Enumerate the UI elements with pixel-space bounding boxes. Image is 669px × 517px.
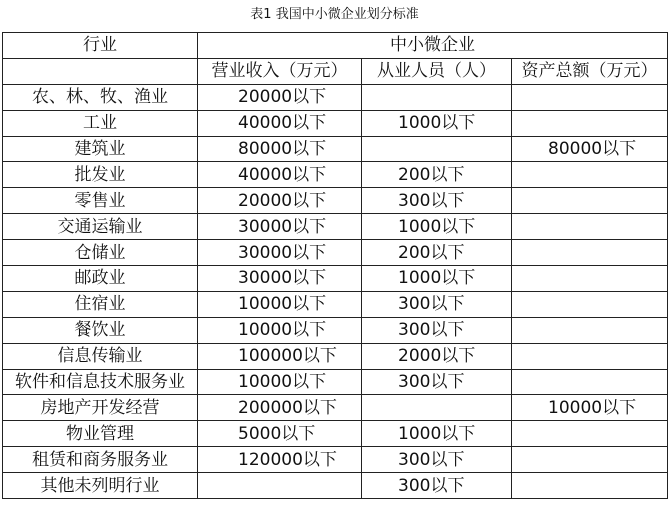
- cell-revenue: 40000以下: [198, 162, 362, 188]
- cell-industry: 仓储业: [3, 240, 198, 266]
- cell-industry: 交通运输业: [3, 214, 198, 240]
- table-row: [3, 395, 668, 421]
- table-row: [3, 110, 668, 136]
- table-body: [3, 84, 668, 498]
- cell-industry: 农、林、牧、渔业: [3, 84, 198, 110]
- cell-assets: [512, 188, 668, 214]
- cell-employees: 2000以下: [362, 343, 512, 369]
- table-row: [3, 162, 668, 188]
- cell-employees: 200以下: [362, 162, 512, 188]
- cell-revenue: 120000以下: [198, 447, 362, 473]
- cell-employees: 1000以下: [362, 421, 512, 447]
- cell-employees: 200以下: [362, 240, 512, 266]
- cell-employees: 300以下: [362, 317, 512, 343]
- sme-classification-table: [2, 32, 668, 499]
- header-industry-blank: [3, 58, 198, 84]
- table-row: [3, 317, 668, 343]
- table-row: [3, 421, 668, 447]
- table-row: [3, 266, 668, 292]
- cell-assets: [512, 421, 668, 447]
- cell-employees: 300以下: [362, 291, 512, 317]
- header-assets: 资产总额（万元）: [512, 58, 668, 84]
- cell-employees: 300以下: [362, 369, 512, 395]
- header-industry: 行业: [3, 33, 198, 59]
- cell-industry: 建筑业: [3, 136, 198, 162]
- cell-industry: 房地产开发经营: [3, 395, 198, 421]
- cell-revenue: 20000以下: [198, 84, 362, 110]
- cell-industry: 批发业: [3, 162, 198, 188]
- cell-revenue: [198, 473, 362, 499]
- table-row: [3, 447, 668, 473]
- cell-assets: [512, 84, 668, 110]
- cell-assets: 10000以下: [512, 395, 668, 421]
- cell-industry: 信息传输业: [3, 343, 198, 369]
- table-row: [3, 473, 668, 499]
- cell-industry: 租赁和商务服务业: [3, 447, 198, 473]
- cell-assets: [512, 266, 668, 292]
- cell-assets: 80000以下: [512, 136, 668, 162]
- cell-revenue: 10000以下: [198, 291, 362, 317]
- cell-employees: 1000以下: [362, 266, 512, 292]
- cell-revenue: 20000以下: [198, 188, 362, 214]
- cell-employees: [362, 84, 512, 110]
- cell-employees: 300以下: [362, 473, 512, 499]
- header-group: 中小微企业: [198, 33, 668, 59]
- cell-revenue: 100000以下: [198, 343, 362, 369]
- cell-revenue: 30000以下: [198, 214, 362, 240]
- header-row-1: [3, 33, 668, 59]
- cell-revenue: 30000以下: [198, 266, 362, 292]
- cell-industry: 物业管理: [3, 421, 198, 447]
- table-row: [3, 136, 668, 162]
- cell-assets: [512, 369, 668, 395]
- cell-revenue: 80000以下: [198, 136, 362, 162]
- table-row: [3, 291, 668, 317]
- cell-assets: [512, 317, 668, 343]
- cell-assets: [512, 162, 668, 188]
- table-row: [3, 343, 668, 369]
- cell-assets: [512, 240, 668, 266]
- cell-industry: 餐饮业: [3, 317, 198, 343]
- table-row: [3, 84, 668, 110]
- table-row: [3, 214, 668, 240]
- cell-employees: [362, 395, 512, 421]
- cell-assets: [512, 447, 668, 473]
- cell-revenue: 10000以下: [198, 369, 362, 395]
- header-employees: 从业人员（人）: [362, 58, 512, 84]
- cell-revenue: 5000以下: [198, 421, 362, 447]
- cell-industry: 邮政业: [3, 266, 198, 292]
- cell-industry: 工业: [3, 110, 198, 136]
- cell-employees: [362, 136, 512, 162]
- table-row: [3, 369, 668, 395]
- table-row: [3, 240, 668, 266]
- cell-revenue: 200000以下: [198, 395, 362, 421]
- header-revenue: 营业收入（万元）: [198, 58, 362, 84]
- header-row-2: [3, 58, 668, 84]
- table-row: [3, 188, 668, 214]
- cell-employees: 1000以下: [362, 214, 512, 240]
- cell-employees: 300以下: [362, 447, 512, 473]
- cell-employees: 300以下: [362, 188, 512, 214]
- cell-revenue: 40000以下: [198, 110, 362, 136]
- cell-revenue: 30000以下: [198, 240, 362, 266]
- cell-industry: 住宿业: [3, 291, 198, 317]
- cell-assets: [512, 291, 668, 317]
- cell-assets: [512, 473, 668, 499]
- cell-revenue: 10000以下: [198, 317, 362, 343]
- cell-employees: 1000以下: [362, 110, 512, 136]
- cell-assets: [512, 214, 668, 240]
- cell-assets: [512, 110, 668, 136]
- table-caption: 表1 我国中小微企业划分标准: [250, 7, 419, 22]
- cell-assets: [512, 343, 668, 369]
- cell-industry: 其他未列明行业: [3, 473, 198, 499]
- cell-industry: 零售业: [3, 188, 198, 214]
- cell-industry: 软件和信息技术服务业: [3, 369, 198, 395]
